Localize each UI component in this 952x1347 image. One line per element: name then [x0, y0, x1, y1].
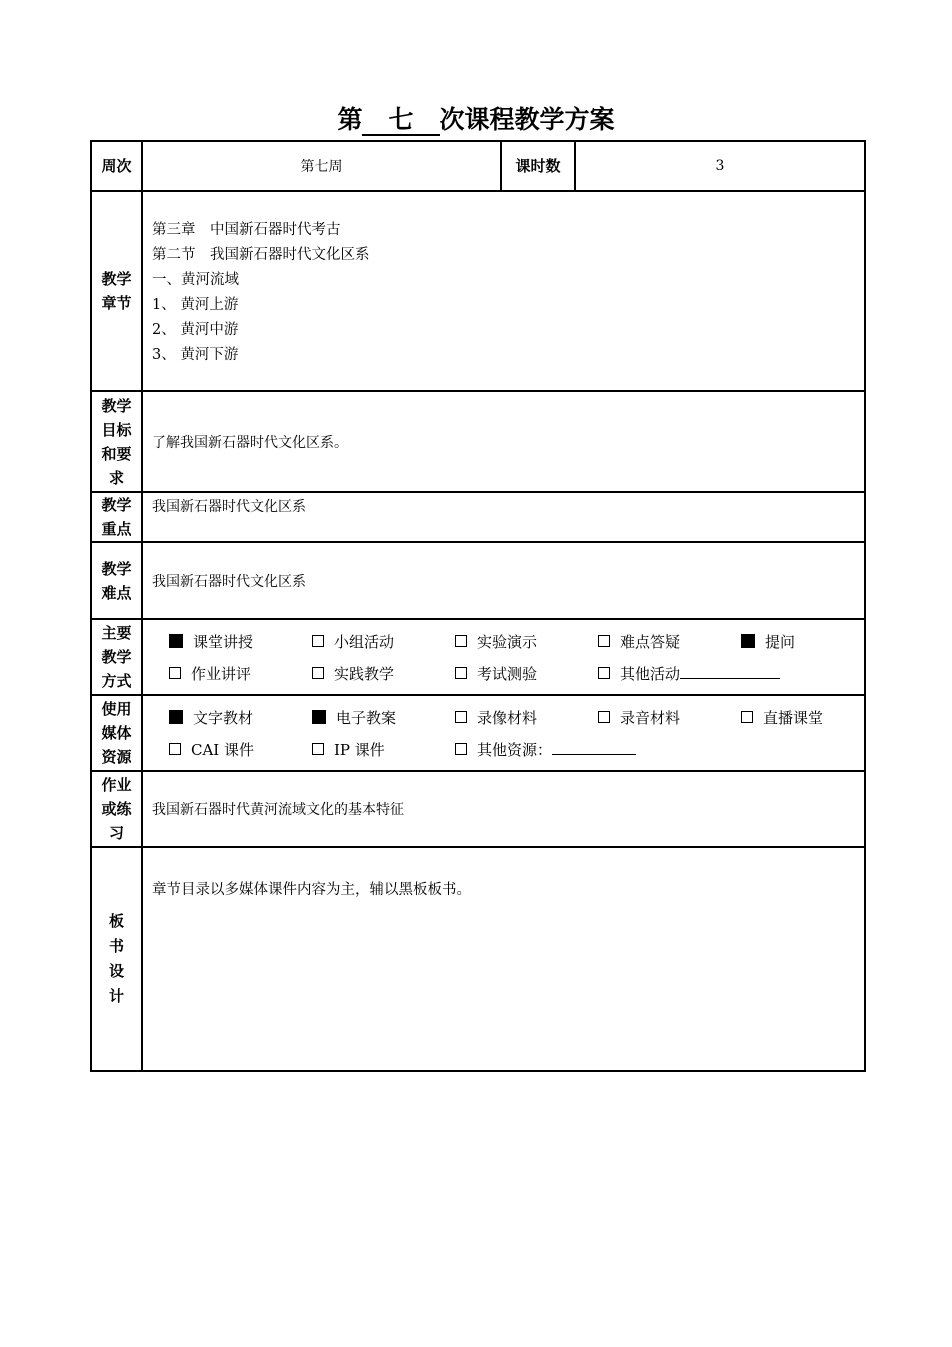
media-option[interactable]: 直播课堂: [741, 702, 823, 734]
chapter-line: 1、 黄河上游: [152, 297, 239, 313]
checkbox-empty-icon: [169, 667, 181, 679]
checkbox-empty-icon: [598, 711, 610, 723]
method-option[interactable]: 小组活动: [312, 626, 455, 658]
method-option[interactable]: 实验演示: [455, 626, 598, 658]
checkbox-empty-icon: [741, 711, 753, 723]
difficulty-value: 我国新石器时代文化区系: [142, 542, 865, 619]
method-option[interactable]: 考试测验: [455, 658, 598, 690]
methods-row: [91, 619, 865, 695]
title-number: 七: [362, 106, 439, 136]
media-option[interactable]: CAI 课件: [169, 734, 312, 766]
methods-options: [142, 619, 865, 695]
method-option[interactable]: 课堂讲授: [169, 626, 312, 658]
method-option[interactable]: 实践教学: [312, 658, 455, 690]
lesson-plan-table: [90, 140, 866, 1072]
week-row: [91, 141, 865, 191]
media-row: [91, 695, 865, 771]
checkbox-empty-icon: [598, 667, 610, 679]
key-point-label: 教学 重点: [91, 492, 142, 542]
hours-value: 3: [575, 141, 865, 191]
goal-value: 了解我国新石器时代文化区系。: [142, 391, 865, 492]
checkbox-checked-icon: [741, 634, 755, 648]
media-options: [142, 695, 865, 771]
checkbox-empty-icon: [312, 743, 324, 755]
media-option[interactable]: IP 课件: [312, 734, 455, 766]
homework-label: 作业 或练 习: [91, 771, 142, 847]
goal-label: 教学 目标 和要 求: [91, 391, 142, 492]
media-option[interactable]: 电子教案: [312, 702, 455, 734]
title-suffix: 次课程教学方案: [439, 105, 615, 134]
chapter-label: 教学 章节: [91, 191, 142, 391]
difficulty-row: [91, 542, 865, 619]
goal-row: [91, 391, 865, 492]
checkbox-empty-icon: [312, 635, 324, 647]
checkbox-empty-icon: [455, 667, 467, 679]
checkbox-checked-icon: [169, 634, 183, 648]
checkbox-empty-icon: [169, 743, 181, 755]
media-label: 使用 媒体 资源: [91, 695, 142, 771]
checkbox-empty-icon: [455, 711, 467, 723]
method-option[interactable]: 提问: [741, 626, 795, 658]
chapter-line: 2、 黄河中游: [152, 322, 239, 338]
checkbox-empty-icon: [455, 743, 467, 755]
checkbox-empty-icon: [312, 667, 324, 679]
chapter-content: [142, 191, 865, 391]
media-option[interactable]: 录像材料: [455, 702, 598, 734]
methods-label: 主要 教学 方式: [91, 619, 142, 695]
chapter-line: 第三章 中国新石器时代考古: [152, 222, 341, 238]
board-row: [91, 847, 865, 1071]
media-option[interactable]: 录音材料: [598, 702, 741, 734]
checkbox-empty-icon: [455, 635, 467, 647]
other-resource-blank[interactable]: [552, 740, 636, 755]
media-option[interactable]: 文字教材: [169, 702, 312, 734]
page-title: [0, 100, 952, 136]
board-label: 板 书 设 计: [91, 847, 142, 1071]
key-point-row: [91, 492, 865, 542]
key-point-value: 我国新石器时代文化区系: [142, 492, 865, 542]
chapter-line: 一、黄河流域: [152, 272, 239, 288]
board-value: 章节目录以多媒体课件内容为主，辅以黑板板书。: [142, 847, 865, 1071]
method-option[interactable]: 其他活动: [598, 658, 780, 690]
chapter-line: 第二节 我国新石器时代文化区系: [152, 247, 370, 263]
method-option[interactable]: 作业讲评: [169, 658, 312, 690]
homework-row: [91, 771, 865, 847]
week-value: 第七周: [142, 141, 501, 191]
method-option[interactable]: 难点答疑: [598, 626, 741, 658]
media-option[interactable]: 其他资源：: [455, 734, 636, 766]
other-activity-blank[interactable]: [680, 664, 780, 679]
hours-label: 课时数: [501, 141, 575, 191]
checkbox-checked-icon: [312, 710, 326, 724]
chapter-line: 3、 黄河下游: [152, 347, 239, 363]
title-prefix: 第: [337, 105, 363, 134]
checkbox-empty-icon: [598, 635, 610, 647]
homework-value: 我国新石器时代黄河流域文化的基本特征: [142, 771, 865, 847]
checkbox-checked-icon: [169, 710, 183, 724]
difficulty-label: 教学 难点: [91, 542, 142, 619]
week-label: 周次: [91, 141, 142, 191]
chapter-row: [91, 191, 865, 391]
